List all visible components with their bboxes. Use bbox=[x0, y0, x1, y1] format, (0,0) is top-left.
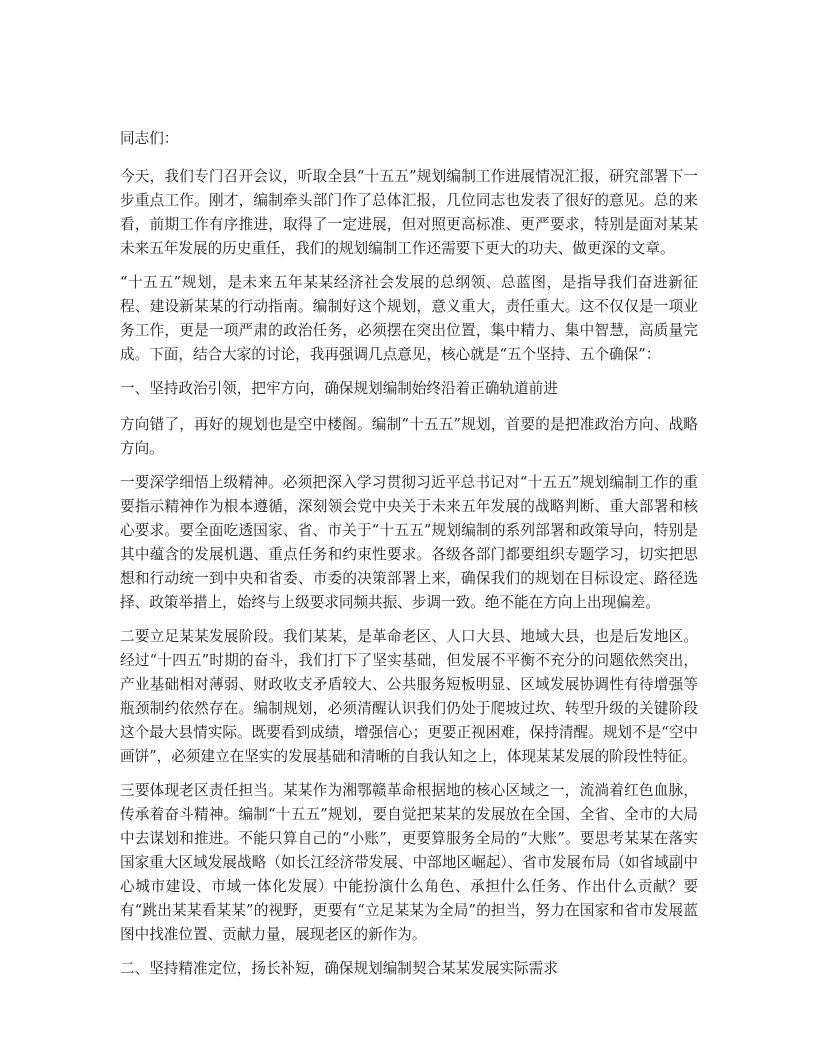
paragraph-point-2: 二要立足某某发展阶段。我们某某，是革命老区、人口大县、地域大县，也是后发地区。经过“十四五”时期的奋斗，我们打下了坚实基础，但发展不平衡不充分的问题依然突出，产业基础相对薄弱、财政收支矛盾较大、公共服务短板明显、区域发展协调性有待增强等瓶颈制约依然存在。编制规划，必须清醒认识我们仍处于爬坡过坎、转型升级的关键阶段这个最大县情实际。既要看到成绩，增强信心；更要正视困难，保持清醒。规划不是“空中画饼”，必须建立在坚实的发展基础和清晰的自我认知之上，体现某某发展的阶段性特征。 bbox=[120, 628, 698, 765]
section-heading-1: 一、坚持政治引领，把牢方向，确保规划编制始终沿着正确轨道前进 bbox=[120, 380, 558, 397]
paragraph-significance: “十五五”规划，是未来五年某某经济社会发展的总纲领、总蓝图，是指导我们奋进新征程、建设新某某的行动指南。编制好这个规划，意义重大，责任重大。这不仅仅是一项业务工作，更是一项严肃的政治任务，必须摆在突出位置，集中精力、集中智慧，高质量完成。下面，结合大家的讨论，我再强调几点意见，核心就是“五个坚持、五个确保”： bbox=[120, 274, 698, 363]
paragraph-intro: 今天，我们专门召开会议，听取全县“十五五”规划编制工作进展情况汇报，研究部署下一步重点工作。刚才，编制牵头部门作了总体汇报，几位同志也发表了很好的意见。总的来看，前期工作有序推进，取得了一定进展，但对照更高标准、更严要求，特别是面对某某未来五年发展的历史重任，我们的规划编制工作还需要下更大的功夫、做更深的文章。 bbox=[120, 168, 698, 257]
section-heading-2: 二、坚持精准定位，扬长补短，确保规划编制契合某某发展实际需求 bbox=[120, 960, 558, 977]
document-body bbox=[120, 127, 698, 993]
salutation: 同志们： bbox=[120, 130, 179, 147]
paragraph-point-1: 一要深学细悟上级精神。必须把深入学习贯彻习近平总书记对“十五五”规划编制工作的重要指示精神作为根本遵循，深刻领会党中央关于未来五年发展的战略判断、重大部署和核心要求。要全面吃透国家、省、市关于“十五五”规划编制的系列部署和政策导向，特别是其中蕴含的发展机遇、重点任务和约束性要求。各级各部门都要组织专题学习，切实把思想和行动统一到中央和省委、市委的决策部署上来，确保我们的规划在目标设定、路径选择、政策举措上，始终与上级要求同频共振、步调一致。绝不能在方向上出现偏差。 bbox=[120, 474, 698, 611]
paragraph-point-3: 三要体现老区责任担当。某某作为湘鄂赣革命根据地的核心区域之一，流淌着红色血脉，传承着奋斗精神。编制“十五五”规划，要自觉把某某的发展放在全国、全省、全市的大局中去谋划和推进。不能只算自己的“小账”，更要算服务全局的“大账”。要思考某某在落实国家重大区域发展战略（如长江经济带发展、中部地区崛起）、省市发展布局（如省域副中心城市建设、市域一体化发展）中能扮演什么角色、承担什么任务、作出什么贡献？要有“跳出某某看某某”的视野，更要有“立足某某为全局”的担当，努力在国家和省市发展蓝图中找准位置、贡献力量，展现老区的新作为。 bbox=[120, 782, 698, 943]
paragraph-direction: 方向错了，再好的规划也是空中楼阁。编制“十五五”规划，首要的是把准政治方向、战略方向。 bbox=[120, 416, 698, 457]
